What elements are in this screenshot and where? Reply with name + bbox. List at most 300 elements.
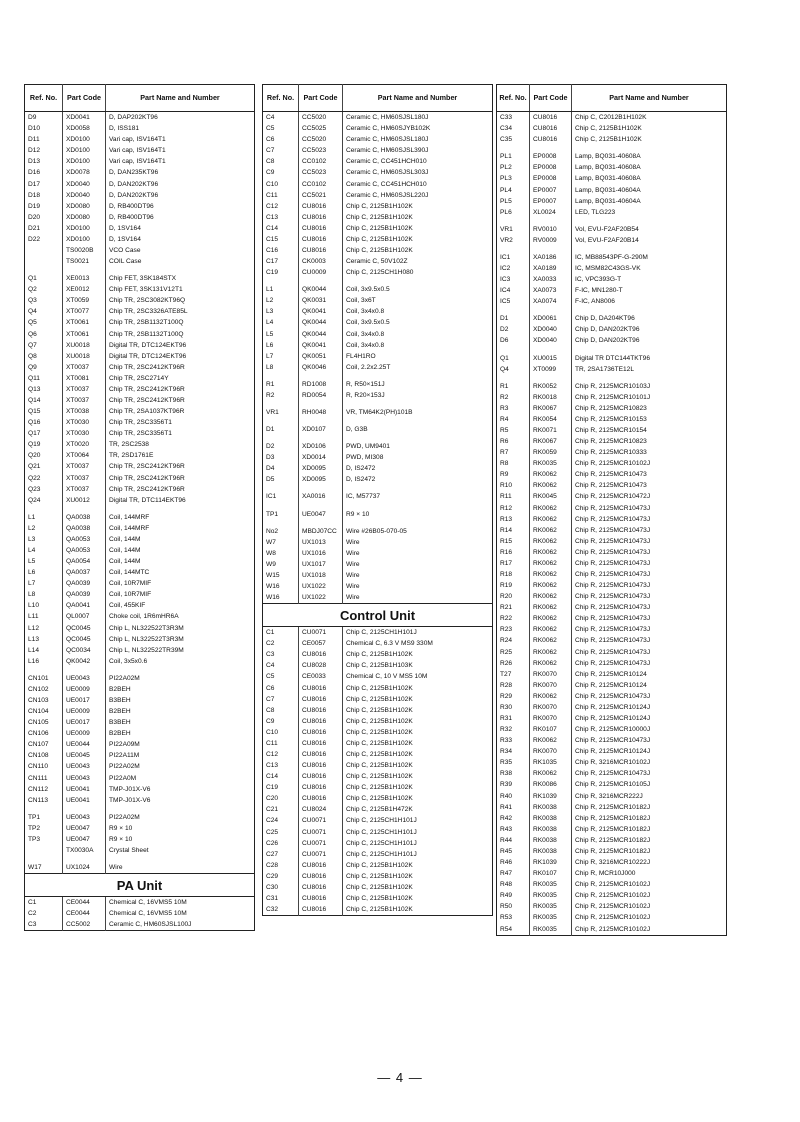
part-code-cell: RK0062 (530, 580, 572, 591)
part-name-cell: Chip C, 2125CH1H101J (343, 849, 493, 860)
part-code-cell: UE0047 (63, 823, 106, 834)
ref-no-cell: C10 (266, 728, 279, 736)
part-code-cell: CU0071 (299, 627, 343, 639)
table-row (497, 123, 727, 134)
part-code-cell: XD0095 (299, 463, 343, 474)
part-code-cell: QK0031 (299, 295, 343, 306)
table-header-row (263, 85, 493, 112)
ref-no-cell: Q13 (28, 385, 41, 393)
part-name-cell: Lamp, BQ031-40608A (572, 162, 727, 173)
ref-no-cell: R3 (500, 404, 509, 412)
part-name-cell: Digital TR, DTC114EKT96 (106, 495, 255, 506)
part-name-cell: Chip R, 2125MCR10333 (572, 447, 727, 458)
part-code-cell: XA0033 (530, 274, 572, 285)
table-row (497, 207, 727, 218)
part-code-cell: UE0047 (299, 509, 343, 520)
table-row (25, 673, 255, 684)
part-name-cell: Chip C, 2125B1H102K (343, 694, 493, 705)
part-name-cell: Digital TR, DTC124EKT96 (106, 340, 255, 351)
part-code-cell: RK0035 (530, 458, 572, 469)
table-row (263, 351, 493, 362)
part-name-cell: Chip C, 2125B1H102K (343, 245, 493, 256)
part-name-cell: Chip R, 2125MCR10182J (572, 802, 727, 813)
ref-no-cell: D13 (28, 158, 41, 166)
part-name-cell: Chip C, 2125B1H102K (343, 749, 493, 760)
ref-no-cell: R9 (500, 471, 509, 479)
part-code-cell: XD0100 (63, 223, 106, 234)
table-row (25, 234, 255, 245)
table-row (263, 190, 493, 201)
part-name-cell: Chip R, 2125MCR10124 (572, 669, 727, 680)
part-code-cell: QK0046 (299, 362, 343, 373)
part-name-cell: Coil, 3x9.5x0.5 (343, 317, 493, 328)
table-row (497, 525, 727, 536)
ref-no-cell: R2 (266, 391, 275, 399)
table-row (25, 450, 255, 461)
table-row (25, 512, 255, 523)
part-code-cell: RK0070 (530, 713, 572, 724)
part-name-cell: D, 1SV164 (106, 234, 255, 245)
part-name-cell: Chip R, 2125MCR10473J (572, 580, 727, 591)
part-name-cell: Chip R, 2125MCR10473J (572, 691, 727, 702)
part-name-cell: Chip R, 2125MCR10102J (572, 901, 727, 912)
part-code-cell: TS0020B (63, 245, 106, 256)
table-row (497, 196, 727, 207)
part-code-cell: XT0030 (63, 417, 106, 428)
part-code-cell: RK0038 (530, 802, 572, 813)
part-code-cell: TX0030A (63, 845, 106, 856)
table-row (497, 879, 727, 890)
part-name-cell: Coil, 3x6T (343, 295, 493, 306)
part-code-cell: XA0186 (530, 252, 572, 263)
ref-no-cell: C28 (266, 861, 279, 869)
ref-no-cell: CN101 (28, 674, 49, 682)
part-name-cell: Chip C, 2125B1H102K (343, 234, 493, 245)
ref-no-cell: CN108 (28, 752, 49, 760)
part-name-cell: Lamp, BQ031-40608A (572, 151, 727, 162)
part-code-cell: QK0041 (299, 306, 343, 317)
part-name-cell: Ceramic C, 50V102Z (343, 256, 493, 267)
part-name-cell: Chip R, 2125MCR10473J (572, 514, 727, 525)
ref-no-header: Ref. No. (263, 85, 299, 112)
ref-no-cell: C33 (500, 114, 513, 122)
ref-no-cell: PL2 (500, 164, 512, 172)
table-row (497, 746, 727, 757)
ref-no-cell: D6 (500, 337, 509, 345)
table-row (263, 570, 493, 581)
ref-no-cell: D20 (28, 213, 41, 221)
part-name-cell: Chip C, 2125B1H102K (343, 201, 493, 212)
part-name-cell: VR, TM64K2(PH)101B (343, 407, 493, 418)
part-code-cell: UX1013 (299, 537, 343, 548)
ref-no-cell: R25 (500, 648, 513, 656)
part-name-cell: Wire (343, 548, 493, 559)
part-name-cell: Chemical C, 10 V MS5 10M (343, 671, 493, 682)
part-name-cell: TR, 2SC2538 (106, 439, 255, 450)
ref-no-cell: R10 (500, 482, 513, 490)
ref-no-cell: R40 (500, 792, 513, 800)
table-row (263, 771, 493, 782)
part-name-cell: PI22A02M (106, 761, 255, 772)
part-name-cell: D, G3B (343, 424, 493, 435)
part-code-cell: RD0054 (299, 390, 343, 401)
part-code-cell: RK0070 (530, 746, 572, 757)
table-row (263, 860, 493, 871)
ref-no-cell: R20 (500, 593, 513, 601)
part-code-cell: XA0189 (530, 263, 572, 274)
table-row (263, 491, 493, 502)
part-code-cell: QA0038 (63, 512, 106, 523)
part-name-cell: Chip D, DAN202KT96 (572, 335, 727, 346)
part-code-cell: EP0008 (530, 151, 572, 162)
part-name-cell: Chip C, 2125B1H102K (343, 893, 493, 904)
part-code-cell: CC5021 (299, 190, 343, 201)
part-code-cell: RK0062 (530, 514, 572, 525)
part-name-cell: Chip C, 2125CH1H101J (343, 815, 493, 826)
part-code-cell: CU0071 (299, 815, 343, 826)
part-name-cell: Chip TR, 2SC3356T1 (106, 428, 255, 439)
part-code-cell: QK0042 (63, 656, 106, 667)
part-code-cell: CU8016 (299, 882, 343, 893)
part-name-cell: D, IS2472 (343, 474, 493, 485)
table-row (263, 362, 493, 373)
ref-no-cell: C4 (266, 662, 275, 670)
ref-no-cell: R14 (500, 526, 513, 534)
part-code-cell: CU8024 (299, 804, 343, 815)
part-code-cell: RK0062 (530, 591, 572, 602)
part-name-cell: Wire (343, 559, 493, 570)
table-row (497, 285, 727, 296)
table-row (25, 706, 255, 717)
table-row (263, 592, 493, 604)
ref-no-cell: Q2 (28, 286, 37, 294)
part-name-cell: Chip R, 2125MCR10182J (572, 824, 727, 835)
part-code-cell: XT0037 (63, 484, 106, 495)
ref-no-cell: C11 (266, 191, 278, 199)
ref-no-cell: Q24 (28, 496, 41, 504)
table-row (25, 812, 255, 823)
part-code-cell: CU8016 (299, 705, 343, 716)
part-name-cell: IC, VPC393G-T (572, 274, 727, 285)
part-name-cell: Lamp, BQ031-40604A (572, 196, 727, 207)
ref-no-cell: R21 (500, 604, 513, 612)
part-name-cell: Coil, 144M (106, 534, 255, 545)
part-code-cell: XD0106 (299, 441, 343, 452)
part-name-cell: Chip R, 2125MCR10473J (572, 536, 727, 547)
ref-no-cell: L8 (28, 591, 36, 599)
table-row (25, 908, 255, 919)
part-name-cell: Crystal Sheet (106, 845, 255, 856)
table-row (25, 295, 255, 306)
part-code-cell: QL0007 (63, 611, 106, 622)
table-row (263, 156, 493, 167)
ref-no-cell (25, 845, 63, 856)
table-row (25, 773, 255, 784)
part-code-cell: UX1022 (299, 581, 343, 592)
part-name-header: Part Name and Number (572, 85, 727, 112)
part-name-cell: Chip FET, 3SK131V12T1 (106, 284, 255, 295)
table-row (25, 340, 255, 351)
part-code-cell: XD0041 (63, 112, 106, 124)
ref-no-cell: L1 (266, 286, 274, 294)
part-name-cell: B3BEH (106, 695, 255, 706)
part-code-cell: RK0035 (530, 912, 572, 923)
table-row (263, 705, 493, 716)
part-code-cell: CE0057 (299, 638, 343, 649)
ref-no-cell: D21 (28, 224, 41, 232)
ref-no-cell: R45 (500, 847, 513, 855)
part-code-cell: TS0021 (63, 256, 106, 267)
part-code-cell: XT0038 (63, 406, 106, 417)
part-name-cell: Chip C, 2125B1H102K (343, 683, 493, 694)
table-row (497, 313, 727, 324)
ref-no-cell: Q9 (28, 363, 37, 371)
part-name-cell: Chip R, 2125MCR10182J (572, 846, 727, 857)
ref-no-cell: Q7 (28, 341, 37, 349)
part-name-cell: Chip R, 2125MCR10473J (572, 591, 727, 602)
part-code-cell: RK0071 (530, 425, 572, 436)
table-row (497, 724, 727, 735)
table-row (497, 352, 727, 363)
ref-no-cell: L7 (266, 352, 274, 360)
part-name-cell: Chip C, 2125B1H102K (343, 705, 493, 716)
part-code-cell: RK0038 (530, 813, 572, 824)
table-row (25, 256, 255, 267)
part-name-cell: Chip C, 2125CH1H101J (343, 627, 493, 639)
table-row (263, 112, 493, 124)
part-name-cell: Chip L, NL322522T3R3M (106, 634, 255, 645)
part-name-cell: TR, 2SD1761E (106, 450, 255, 461)
part-name-cell: Lamp, BQ031-40608A (572, 173, 727, 184)
table-row (497, 635, 727, 646)
ref-no-cell: W17 (28, 864, 42, 872)
table-row (497, 173, 727, 184)
table-row (263, 660, 493, 671)
part-code-cell: RK0062 (530, 768, 572, 779)
part-code-cell: RK0038 (530, 824, 572, 835)
part-code-cell: RK0062 (530, 624, 572, 635)
part-name-cell: Chip C, 2125B1H102K (343, 716, 493, 727)
part-code-cell: QK0044 (299, 328, 343, 339)
part-name-cell: Chip R, 2125MCR10473J (572, 647, 727, 658)
part-name-cell: Chip C, 2125CH1H101J (343, 838, 493, 849)
ref-no-cell: D22 (28, 235, 41, 243)
table-row (263, 882, 493, 893)
part-code-cell: XT0081 (63, 373, 106, 384)
ref-no-cell: Q6 (28, 330, 37, 338)
part-name-cell: Chip C, 2125B1H102K (343, 860, 493, 871)
part-name-cell: Chip R, 2125MCR10103J (572, 381, 727, 392)
part-name-cell: Chip R, 2125MCR10102J (572, 879, 727, 890)
part-name-cell: Vari cap, ISV164T1 (106, 134, 255, 145)
table-row (25, 417, 255, 428)
table-row (263, 871, 493, 882)
part-code-cell: CC5020 (299, 134, 343, 145)
ref-no-cell: PL6 (500, 208, 512, 216)
part-code-cell: XD0040 (530, 335, 572, 346)
part-name-cell: Chip R, 3216MCR222J (572, 791, 727, 802)
ref-no-cell: L4 (28, 547, 36, 554)
part-name-cell: Chip TR, 2SC3326ATE85L (106, 306, 255, 317)
part-name-cell: Ceramic C, CC451HCH010 (343, 178, 493, 189)
part-code-cell: XE0013 (63, 273, 106, 284)
part-code-cell: UE0009 (63, 706, 106, 717)
part-name-cell: Chip R, 2125MCR10472J (572, 491, 727, 502)
ref-no-cell: C3 (266, 651, 275, 659)
table-row (497, 235, 727, 246)
part-code-cell: CK0003 (299, 256, 343, 267)
table-row (25, 545, 255, 556)
part-code-cell: CU8016 (299, 694, 343, 705)
part-name-header: Part Name and Number (106, 85, 255, 112)
table-row (25, 362, 255, 373)
ref-no-cell: C6 (266, 684, 275, 692)
table-row (497, 151, 727, 162)
ref-no-cell: C7 (266, 147, 275, 155)
part-name-cell: Coil, 144M (106, 545, 255, 556)
part-code-cell: UE0043 (63, 773, 106, 784)
table-row (263, 760, 493, 771)
part-name-cell: D, DAN202KT96 (106, 178, 255, 189)
ref-no-cell: R41 (500, 803, 513, 811)
ref-no-cell: R54 (500, 925, 513, 933)
ref-no-cell: PL5 (500, 197, 512, 205)
table-row (25, 178, 255, 189)
part-code-cell: XT0037 (63, 395, 106, 406)
part-code-header: Part Code (530, 85, 572, 112)
table-row (263, 317, 493, 328)
ref-no-cell (25, 256, 63, 267)
ref-no-cell: Q20 (28, 452, 41, 460)
part-name-cell: F-IC, AN8006 (572, 296, 727, 307)
part-name-cell: Coil, 144MRF (106, 523, 255, 534)
ref-no-cell: R1 (266, 380, 275, 388)
section-title: PA Unit (25, 874, 255, 897)
ref-no-cell: C17 (266, 258, 279, 266)
ref-no-cell: Q22 (28, 474, 41, 482)
part-name-cell: Chip C, 2125B1H102K (343, 882, 493, 893)
part-code-cell: CU8016 (530, 134, 572, 145)
table-row (263, 306, 493, 317)
table-row (497, 381, 727, 392)
table-row (497, 624, 727, 635)
ref-no-cell: L3 (266, 308, 274, 316)
ref-no-cell: D5 (266, 476, 275, 484)
part-code-cell: RK0035 (530, 901, 572, 912)
table-row (263, 671, 493, 682)
part-code-cell: CU8016 (299, 860, 343, 871)
table-row (263, 683, 493, 694)
parts-table-middle (262, 84, 493, 916)
part-name-cell: Chip R, 2125MCR10105J (572, 779, 727, 790)
table-row (263, 804, 493, 815)
table-row (25, 556, 255, 567)
table-row (25, 284, 255, 295)
table-row (25, 145, 255, 156)
ref-no-cell: R16 (500, 548, 513, 556)
table-row (25, 761, 255, 772)
table-row (497, 602, 727, 613)
part-code-cell: XD0040 (530, 324, 572, 335)
part-name-cell: Chip TR, 2SC2714Y (106, 373, 255, 384)
ref-no-cell: R1 (500, 382, 509, 390)
part-code-cell: XT0037 (63, 384, 106, 395)
part-code-cell: EP0007 (530, 196, 572, 207)
part-name-cell: Chip TR, 2SC2412KT96R (106, 473, 255, 484)
table-row (263, 649, 493, 660)
part-name-cell: Coil, 3x4x0.8 (343, 340, 493, 351)
ref-no-cell: C19 (266, 269, 279, 277)
ref-no-cell: D16 (28, 169, 41, 177)
part-code-cell: XD0100 (63, 134, 106, 145)
table-row (25, 717, 255, 728)
part-code-cell: RK0059 (530, 447, 572, 458)
part-code-cell: CU8016 (299, 782, 343, 793)
ref-no-cell: C20 (266, 795, 279, 803)
part-name-cell: B2BEH (106, 684, 255, 695)
part-name-cell: Ceramic C, HM60SJSL180J (343, 112, 493, 124)
table-row (497, 392, 727, 403)
part-code-cell: UE0043 (63, 812, 106, 823)
ref-no-cell: D4 (266, 465, 275, 473)
table-row (25, 739, 255, 750)
part-code-cell: RD1008 (299, 379, 343, 390)
table-row (497, 296, 727, 307)
table-row (25, 406, 255, 417)
table-row (497, 613, 727, 624)
ref-no-cell: C24 (266, 817, 279, 825)
part-name-cell: Chip C, 2125B1H103K (343, 660, 493, 671)
part-code-cell: RK0062 (530, 735, 572, 746)
part-name-cell: Coil, 10R7MIF (106, 578, 255, 589)
part-code-cell: XA0016 (299, 491, 343, 502)
part-code-cell: QK0044 (299, 317, 343, 328)
ref-no-cell: C9 (266, 717, 275, 725)
table-row (25, 484, 255, 495)
ref-no-cell: C27 (266, 850, 279, 858)
ref-no-cell: Q4 (28, 308, 37, 316)
part-name-cell: Chip R, 2125MCR10182J (572, 835, 727, 846)
part-code-cell: CU8016 (299, 893, 343, 904)
part-code-cell: CC5002 (63, 919, 106, 931)
ref-no-cell: L10 (28, 602, 40, 610)
ref-no-cell: C4 (266, 114, 275, 122)
part-name-cell: Chip R, 2125MCR10102J (572, 890, 727, 901)
part-name-cell: Chip C, 2125B1H102K (343, 782, 493, 793)
table-row (25, 695, 255, 706)
part-name-cell: F-IC, MN1280-T (572, 285, 727, 296)
table-row (497, 735, 727, 746)
table-row (263, 441, 493, 452)
part-name-cell: IC, MSM82C43GS-VK (572, 263, 727, 274)
ref-no-cell: CN112 (28, 785, 49, 793)
table-row (263, 904, 493, 916)
ref-no-cell: L5 (28, 558, 36, 566)
part-code-cell: QA0053 (63, 534, 106, 545)
table-row (263, 390, 493, 401)
ref-no-cell: L2 (28, 524, 36, 532)
part-name-cell: Wire (343, 581, 493, 592)
table-row (25, 684, 255, 695)
table-row (497, 680, 727, 691)
table-row (497, 364, 727, 375)
table-row (263, 340, 493, 351)
table-row (497, 890, 727, 901)
ref-no-cell: L6 (28, 569, 36, 577)
part-name-cell: Ceramic C, HM60SJSL390J (343, 145, 493, 156)
part-name-cell: Wire (343, 570, 493, 581)
part-name-cell: Chip R, 2125MCR10153 (572, 414, 727, 425)
